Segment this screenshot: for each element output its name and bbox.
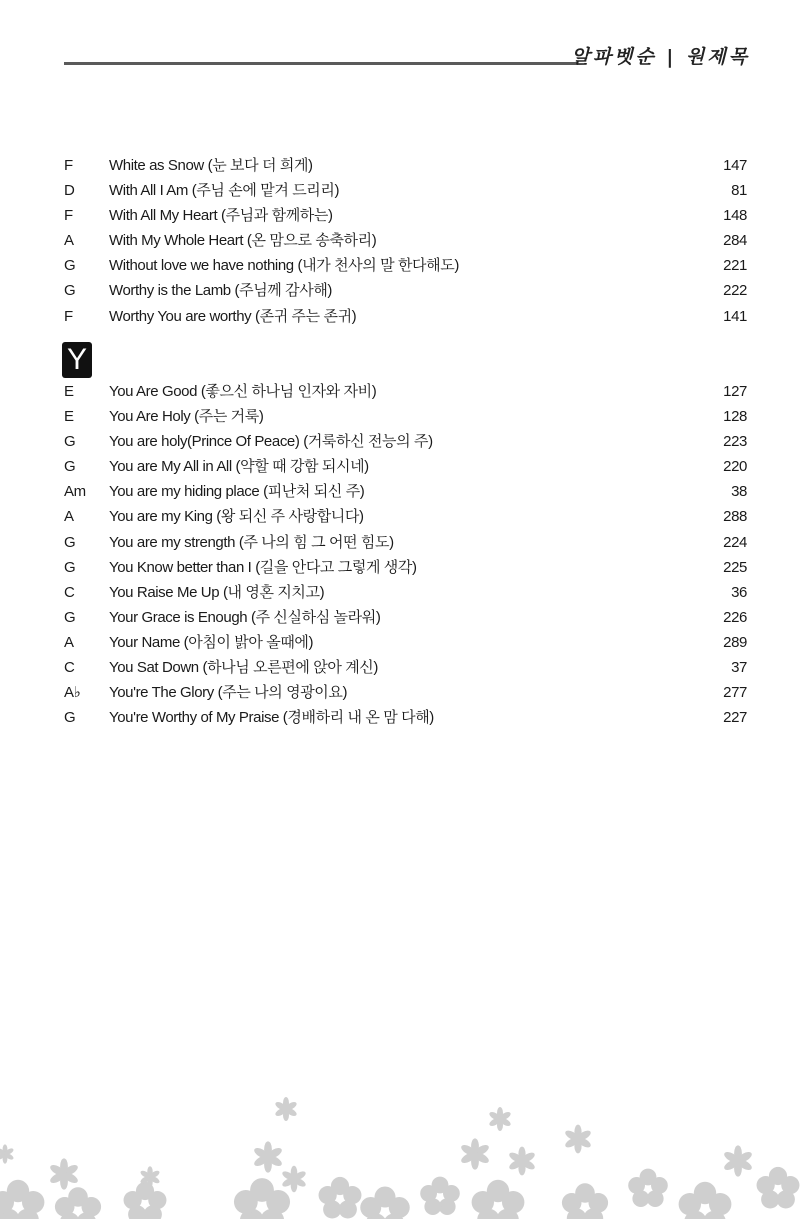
header-rule (64, 62, 578, 65)
page-number: 222 (723, 282, 747, 300)
index-row (64, 404, 747, 429)
page-number: 81 (731, 182, 747, 200)
index-row (64, 454, 747, 479)
key-label: G (64, 282, 76, 300)
song-title: You are holy(Prince Of Peace) (거룩하신 전능의 주) (109, 433, 433, 451)
index-section-w (64, 153, 747, 329)
key-label: G (64, 558, 76, 576)
key-label: C (64, 659, 75, 677)
song-title: White as Snow (눈 보다 더 희게) (109, 157, 313, 174)
index-row (64, 530, 747, 555)
key-label: E (64, 408, 74, 426)
page-number: 221 (723, 257, 747, 275)
page-number: 225 (723, 558, 747, 576)
page-number: 223 (723, 433, 747, 451)
song-title: With My Whole Heart (온 맘으로 송축하리) (109, 232, 377, 250)
page-number: 37 (731, 659, 747, 677)
index-row (64, 429, 747, 454)
song-title: You're The Glory (주는 나의 영광이요) (109, 684, 348, 702)
page-number: 128 (723, 408, 747, 426)
page-number: 127 (723, 383, 747, 400)
key-label: F (64, 307, 73, 325)
index-row (64, 153, 747, 178)
key-label: G (64, 709, 76, 727)
index-row (64, 680, 747, 705)
page-number: 38 (731, 483, 747, 501)
song-title: With All My Heart (주님과 함께하는) (109, 207, 333, 225)
page-number: 148 (723, 207, 747, 225)
index-row (64, 253, 747, 278)
index-row (64, 504, 747, 529)
key-label: E (64, 383, 74, 400)
page-number: 289 (723, 633, 747, 651)
section-letter-badge: Y (62, 342, 92, 378)
page-number: 277 (723, 684, 747, 702)
index-row (64, 304, 747, 329)
key-label: C (64, 583, 75, 601)
key-label: G (64, 257, 76, 275)
flower-pattern-icon (0, 1079, 800, 1219)
page-number: 36 (731, 583, 747, 601)
index-section-y (64, 379, 747, 730)
index-row (64, 580, 747, 605)
index-row (64, 178, 747, 203)
song-title: You are my King (왕 되신 주 사랑합니다) (109, 508, 364, 526)
index-row (64, 379, 747, 404)
page-number: 284 (723, 232, 747, 250)
key-label: A (64, 232, 74, 250)
key-label: Am (64, 483, 86, 501)
song-title: You Are Holy (주는 거룩) (109, 408, 264, 426)
index-row (64, 203, 747, 228)
song-title: You are my strength (주 나의 힘 그 어떤 힘도) (109, 533, 394, 551)
page-header-title: 알파벳순 | 원제목 (571, 46, 750, 68)
page-number: 147 (723, 157, 747, 174)
page-number: 288 (723, 508, 747, 526)
key-label: G (64, 608, 76, 626)
song-title: With All I Am (주님 손에 맡겨 드리리) (109, 182, 340, 200)
index-row (64, 630, 747, 655)
page-number: 220 (723, 458, 747, 476)
index-row (64, 605, 747, 630)
song-title: You Sat Down (하나님 오른편에 앉아 계신) (109, 659, 378, 677)
key-label: G (64, 433, 76, 451)
song-title: Your Name (아침이 밝아 올때에) (109, 633, 314, 651)
index-row (64, 705, 747, 730)
key-label: G (64, 533, 76, 551)
index-row (64, 228, 747, 253)
page-number: 227 (723, 709, 747, 727)
song-title: You Raise Me Up (내 영혼 지치고) (109, 583, 325, 601)
index-row (64, 278, 747, 303)
key-label: A (64, 508, 74, 526)
song-title: You are my hiding place (피난처 되신 주) (109, 483, 365, 501)
key-label: F (64, 157, 73, 174)
key-label: A (64, 633, 74, 651)
page-number: 226 (723, 608, 747, 626)
key-label: F (64, 207, 73, 225)
index-row (64, 555, 747, 580)
song-title: Worthy is the Lamb (주님께 감사해) (109, 282, 333, 300)
page-number: 141 (723, 307, 747, 325)
song-title: Worthy You are worthy (존귀 주는 존귀) (109, 307, 357, 325)
song-title: You Are Good (좋으신 하나님 인자와 자비) (109, 383, 377, 400)
song-title: You Know better than I (길을 안다고 그렇게 생각) (109, 558, 417, 576)
song-title: You are My All in All (약할 때 강함 되시네) (109, 458, 369, 476)
key-label: D (64, 182, 75, 200)
key-label: G (64, 458, 76, 476)
song-title: You're Worthy of My Praise (경배하리 내 온 맘 다해) (109, 709, 434, 727)
key-label: A♭ (64, 684, 81, 702)
index-row (64, 655, 747, 680)
page-number: 224 (723, 533, 747, 551)
index-row (64, 479, 747, 504)
song-title: Your Grace is Enough (주 신실하심 놀라워) (109, 608, 381, 626)
song-title: Without love we have nothing (내가 천사의 말 한다해도) (109, 257, 459, 275)
